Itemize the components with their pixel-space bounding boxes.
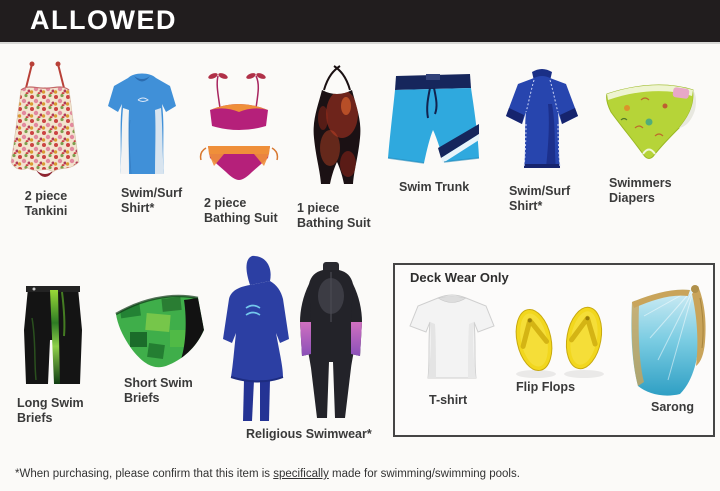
two-piece-bathing-suit-image [194, 68, 284, 194]
swim-trunk-label: Swim Trunk [399, 180, 470, 194]
swim-surf-shirt-2-image [492, 64, 592, 174]
flip-flops-image [506, 296, 614, 380]
purchase-footnote [15, 468, 520, 480]
swim-surf-shirt-1-image [104, 66, 180, 184]
one-piece-bathing-suit-label: 1 piece Bathing Suit [297, 201, 371, 230]
long-swim-briefs-label: Long Swim Briefs [17, 396, 84, 425]
long-swim-briefs-image [14, 278, 94, 392]
swimmers-diapers-item [597, 76, 703, 174]
sarong-image [624, 276, 710, 402]
short-swim-briefs-image [102, 288, 216, 374]
deck-wear-only-title: Deck Wear Only [410, 270, 509, 285]
one-piece-bathing-suit-item [290, 62, 384, 198]
religious-swimwear-wetsuit-image [295, 260, 367, 424]
swimmers-diapers-image [597, 76, 703, 174]
t-shirt-item [402, 288, 502, 384]
flip-flops-item [506, 296, 614, 380]
swim-trunk-item [386, 64, 480, 176]
swim-surf-shirt-2-label: Swim/Surf Shirt* [509, 184, 571, 213]
tankini-label: 2 piece Tankini [24, 189, 68, 218]
page-title: ALLOWED [30, 5, 177, 35]
short-swim-briefs-label: Short Swim Briefs [124, 376, 193, 405]
tankini-image [6, 58, 84, 188]
footnote-underlined-word: specifically [273, 468, 329, 480]
religious-swimwear-burkini-image [222, 254, 292, 424]
sarong-label: Sarong [651, 400, 695, 414]
t-shirt-label: T-shirt [429, 393, 468, 407]
t-shirt-image [402, 288, 502, 384]
swimmers-diapers-label: Swimmers Diapers [609, 176, 672, 205]
two-piece-bathing-suit-label: 2 piece Bathing Suit [204, 196, 278, 225]
swim-surf-shirt-1-label: Swim/Surf Shirt* [121, 186, 183, 215]
footnote-prefix: *When purchasing, please confirm that this item is [15, 468, 274, 480]
footnote-suffix: made for swimming/swimming pools. [328, 468, 520, 480]
one-piece-bathing-suit-image [290, 62, 384, 198]
tankini-item [6, 58, 84, 188]
swim-surf-shirt-2-item [492, 64, 592, 174]
sarong-item [624, 276, 710, 402]
swim-trunk-image [386, 64, 480, 176]
religious-swimwear-label: Religious Swimwear* [246, 427, 372, 441]
long-swim-briefs-item [14, 278, 94, 392]
flip-flops-label: Flip Flops [516, 380, 576, 394]
short-swim-briefs-item [102, 288, 216, 374]
two-piece-bathing-suit-item [194, 68, 284, 194]
swim-surf-shirt-1-item [104, 66, 180, 184]
